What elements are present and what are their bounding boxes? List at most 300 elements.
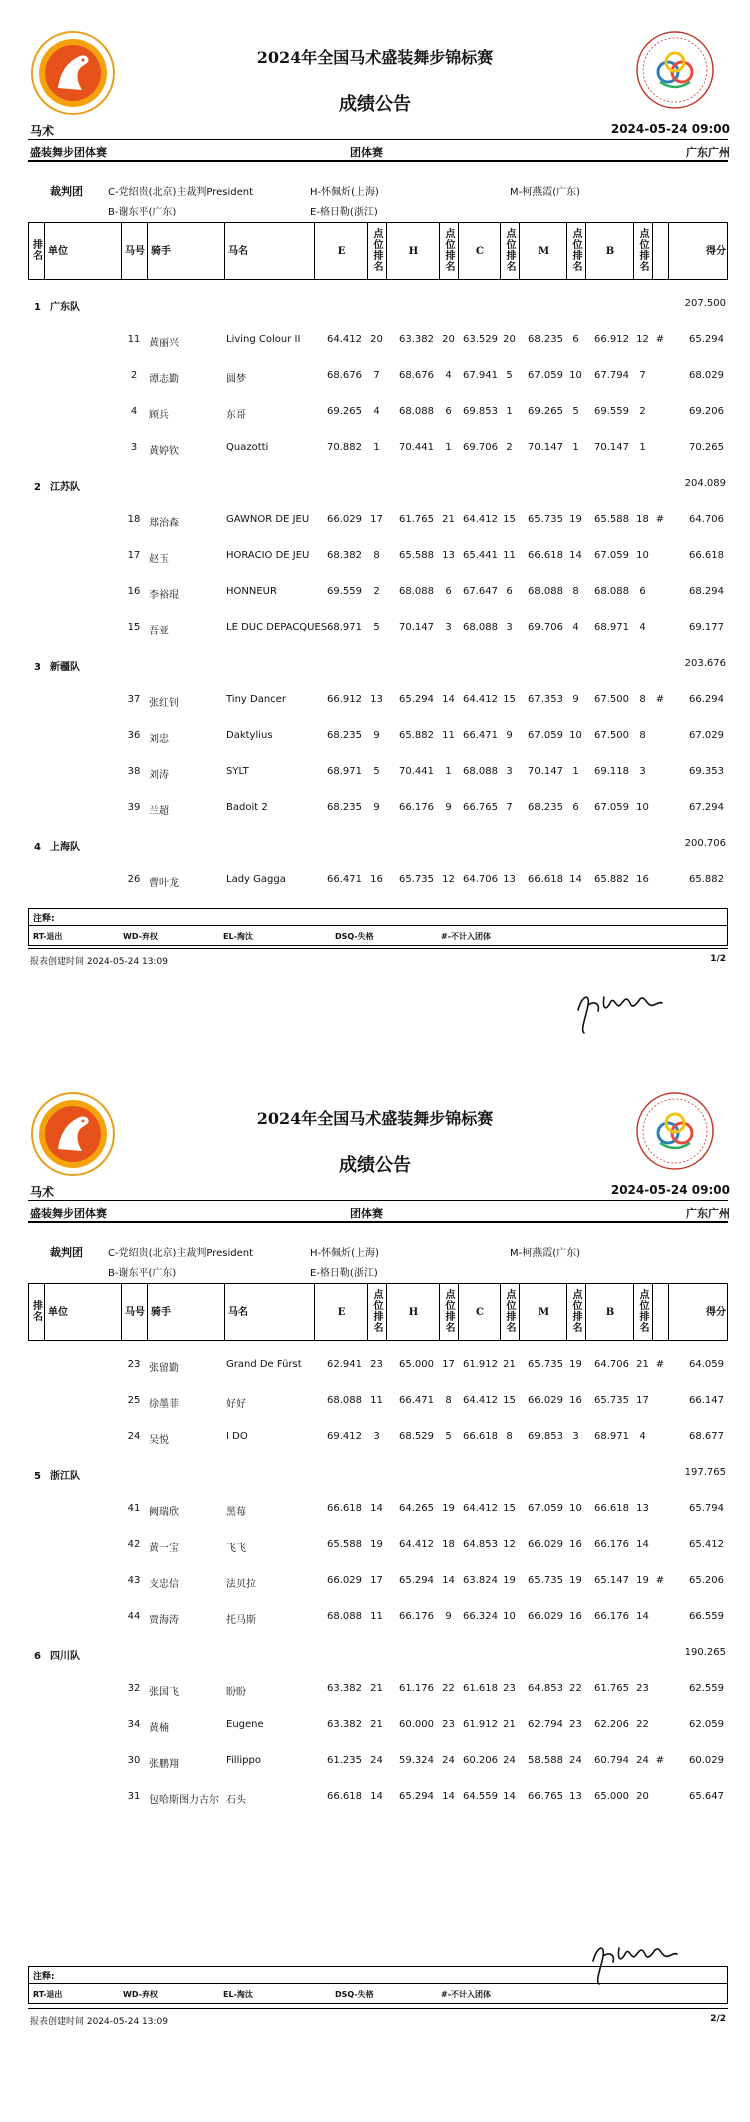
rider-row-mr: 1	[572, 442, 579, 453]
rider-row-br: 8	[639, 730, 646, 741]
rider-row-e: 66.618	[327, 1791, 362, 1802]
rider-row-no: 32	[127, 1683, 141, 1694]
rider-row-h: 65.294	[399, 1791, 434, 1802]
rider-row-cr: 8	[506, 1431, 513, 1442]
col-divider-hr	[439, 223, 440, 279]
col-divider-unit	[44, 1284, 45, 1340]
rider-row-mr: 19	[569, 514, 582, 525]
rider-row-no: 43	[127, 1575, 141, 1586]
rider-row-score: 66.294	[689, 694, 724, 705]
col-header-no: 马号	[125, 1306, 145, 1318]
rider-row-rider: 徐墨菲	[149, 1399, 179, 1410]
round-name: 团体赛	[350, 146, 383, 159]
rider-row-h: 65.000	[399, 1359, 434, 1370]
rider-row-m: 66.618	[528, 874, 563, 885]
rider-row-rider: 兰超	[149, 806, 169, 817]
rider-row-no: 38	[127, 766, 141, 777]
rider-row-m: 70.147	[528, 766, 563, 777]
page-number: 1/2	[710, 954, 726, 964]
rider-row-er: 8	[373, 550, 380, 561]
rider-row-m: 66.765	[528, 1791, 563, 1802]
rider-row-b: 62.206	[594, 1719, 629, 1730]
team-heading	[34, 838, 80, 853]
rider-row-score: 66.147	[689, 1395, 724, 1406]
rider-row-horse: 石头	[226, 1795, 246, 1806]
rider-row-b: 68.971	[594, 1431, 629, 1442]
rider-row-mr: 16	[569, 1395, 582, 1406]
rider-row-horse: 好好	[226, 1399, 246, 1410]
rider-row-score: 62.059	[689, 1719, 724, 1730]
rider-row-horse: 盼盼	[226, 1687, 246, 1698]
rider-row-br: 19	[636, 1575, 649, 1586]
note-hash: #-不计入团体	[441, 932, 492, 941]
team-rank: 2	[34, 482, 41, 493]
rider-row-no: 37	[127, 694, 141, 705]
rider-row-er: 17	[370, 1575, 383, 1586]
rider-row-e: 63.382	[327, 1683, 362, 1694]
rider-row-c: 64.412	[463, 1395, 498, 1406]
rider-row-hr: 9	[445, 1611, 452, 1622]
page-2	[0, 1061, 750, 2122]
rider-row-c: 68.088	[463, 766, 498, 777]
col-header-er: 点位排名	[373, 1290, 384, 1334]
report-subtitle: 成绩公告	[339, 1155, 411, 1176]
rider-row-cr: 9	[506, 730, 513, 741]
rider-row-e: 68.235	[327, 802, 362, 813]
col-header-cr: 点位排名	[506, 1290, 517, 1334]
rider-row-hr: 6	[445, 586, 452, 597]
col-divider-m	[519, 223, 520, 279]
rider-row-m: 67.059	[528, 370, 563, 381]
rider-row-er: 21	[370, 1683, 383, 1694]
rider-row-b: 60.794	[594, 1755, 629, 1766]
table-header	[28, 222, 728, 280]
rider-row-hr: 19	[442, 1503, 455, 1514]
rider-row-c: 63.529	[463, 334, 498, 345]
rider-row-br: 10	[636, 802, 649, 813]
rider-row-cr: 10	[503, 1611, 516, 1622]
rider-row-cr: 15	[503, 1395, 516, 1406]
rider-row-m: 58.588	[528, 1755, 563, 1766]
rider-row-flag: #	[655, 514, 665, 525]
team-heading	[34, 658, 80, 673]
rider-row-c: 60.206	[463, 1755, 498, 1766]
rider-row-score: 66.559	[689, 1611, 724, 1622]
page-number: 2/2	[710, 2014, 726, 2024]
rider-row-h: 68.088	[399, 586, 434, 597]
col-header-no: 马号	[125, 245, 145, 257]
rider-row-er: 7	[373, 370, 380, 381]
rider-row-horse: Quazotti	[226, 442, 269, 453]
rider-row-mr: 5	[572, 406, 579, 417]
rider-row-m: 65.735	[528, 1359, 563, 1370]
rider-row-br: 24	[636, 1755, 649, 1766]
rider-row-br: 14	[636, 1539, 649, 1550]
rider-row-flag: #	[655, 1755, 665, 1766]
venue-name: 广东广州	[686, 1207, 730, 1220]
team-total: 204.089	[684, 478, 726, 489]
rider-row-rider: 黄楠	[149, 1723, 169, 1734]
rider-row-b: 68.971	[594, 622, 629, 633]
col-header-unit: 单位	[48, 1306, 68, 1318]
rider-row-er: 14	[370, 1503, 383, 1514]
rider-row-score: 68.677	[689, 1431, 724, 1442]
rider-row-horse: 黑莓	[226, 1507, 246, 1518]
rider-row-m: 69.853	[528, 1431, 563, 1442]
rider-row-br: 17	[636, 1395, 649, 1406]
rider-row-cr: 12	[503, 1539, 516, 1550]
notes-box	[28, 908, 728, 946]
rider-row-horse: Tiny Dancer	[226, 694, 286, 705]
rider-row-h: 65.294	[399, 1575, 434, 1586]
rider-row-m: 69.706	[528, 622, 563, 633]
rider-row-rider: 张国飞	[149, 1687, 179, 1698]
rider-row-horse: Eugene	[226, 1719, 264, 1730]
rider-row-cr: 7	[506, 802, 513, 813]
rider-row-no: 25	[127, 1395, 141, 1406]
rider-row-score: 69.177	[689, 622, 724, 633]
rider-row-e: 66.029	[327, 514, 362, 525]
rider-row-c: 64.412	[463, 694, 498, 705]
rider-row-no: 15	[127, 622, 141, 633]
rider-row-b: 70.147	[594, 442, 629, 453]
report-title: 2024年全国马术盛装舞步锦标赛	[256, 48, 494, 67]
team-name: 新疆队	[50, 662, 80, 673]
rider-row-score: 65.294	[689, 334, 724, 345]
rider-row-c: 64.853	[463, 1539, 498, 1550]
rider-row-rider: 吾亚	[149, 626, 169, 637]
rider-row-m: 67.059	[528, 730, 563, 741]
report-datetime: 2024-05-24 09:00	[610, 1183, 730, 1197]
rider-row-b: 67.059	[594, 550, 629, 561]
col-divider-rider	[147, 1284, 148, 1340]
team-rank: 6	[34, 1651, 41, 1662]
rider-row-er: 16	[370, 874, 383, 885]
rider-row-hr: 17	[442, 1359, 455, 1370]
rider-row-br: 8	[639, 694, 646, 705]
rider-row-hr: 18	[442, 1539, 455, 1550]
rider-row-b: 67.500	[594, 694, 629, 705]
rider-row-er: 4	[373, 406, 380, 417]
rider-row-rider: 张红钊	[149, 698, 179, 709]
col-divider-m	[519, 1284, 520, 1340]
judges-title: 裁判团	[50, 185, 83, 198]
rider-row-b: 68.088	[594, 586, 629, 597]
rider-row-c: 63.824	[463, 1575, 498, 1586]
col-divider-h	[386, 223, 387, 279]
rider-row-rider: 顾兵	[149, 410, 169, 421]
col-header-cr: 点位排名	[506, 229, 517, 273]
col-header-mr: 点位排名	[572, 1290, 583, 1334]
rider-row-m: 65.735	[528, 514, 563, 525]
rider-row-hr: 6	[445, 406, 452, 417]
team-name: 广东队	[50, 302, 80, 313]
table-header	[28, 1283, 728, 1341]
rider-row-c: 67.941	[463, 370, 498, 381]
rider-row-br: 12	[636, 334, 649, 345]
col-divider-mr	[566, 1284, 567, 1340]
rider-row-c: 66.471	[463, 730, 498, 741]
rider-row-b: 66.618	[594, 1503, 629, 1514]
rider-row-m: 68.088	[528, 586, 563, 597]
rider-row-no: 34	[127, 1719, 141, 1730]
col-header-rank: 排名	[33, 240, 43, 262]
header-rule-1	[28, 1200, 728, 1201]
rider-row-rider: 曹叶龙	[149, 878, 179, 889]
rider-row-hr: 14	[442, 1575, 455, 1586]
rider-row-e: 70.882	[327, 442, 362, 453]
rider-row-m: 68.235	[528, 334, 563, 345]
note-dsq: DSQ-失格	[335, 932, 374, 941]
rider-row-b: 65.588	[594, 514, 629, 525]
notes-title: 注释:	[33, 1972, 55, 1982]
rider-row-mr: 24	[569, 1755, 582, 1766]
rider-row-m: 66.029	[528, 1611, 563, 1622]
judge-m: M-柯燕霞(广东)	[510, 1248, 581, 1259]
rider-row-m: 62.794	[528, 1719, 563, 1730]
rider-row-hr: 12	[442, 874, 455, 885]
rider-row-c: 67.647	[463, 586, 498, 597]
rider-row-h: 68.529	[399, 1431, 434, 1442]
col-divider-mr	[566, 223, 567, 279]
rider-row-b: 66.912	[594, 334, 629, 345]
rider-row-horse: Daktylius	[226, 730, 273, 741]
rider-row-h: 60.000	[399, 1719, 434, 1730]
rider-row-e: 68.088	[327, 1395, 362, 1406]
rider-row-er: 2	[373, 586, 380, 597]
col-divider-cr	[500, 223, 501, 279]
rider-row-rider: 李裕琨	[149, 590, 179, 601]
notes-title: 注释:	[33, 914, 55, 924]
rider-row-horse: I DO	[226, 1431, 248, 1442]
rider-row-c: 64.559	[463, 1791, 498, 1802]
rider-row-flag: #	[655, 334, 665, 345]
event-name: 盛装舞步团体赛	[30, 1207, 107, 1220]
rider-row-cr: 13	[503, 874, 516, 885]
rider-row-cr: 6	[506, 586, 513, 597]
rider-row-horse: HONNEUR	[226, 586, 277, 597]
col-header-e: E	[337, 1306, 346, 1318]
rider-row-mr: 6	[572, 334, 579, 345]
col-divider-e	[314, 223, 315, 279]
rider-row-er: 5	[373, 622, 380, 633]
rider-row-h: 66.176	[399, 802, 434, 813]
rider-row-horse: Lady Gagga	[226, 874, 286, 885]
rider-row-er: 21	[370, 1719, 383, 1730]
rider-row-hr: 1	[445, 766, 452, 777]
team-heading	[34, 1467, 80, 1482]
event-name: 盛装舞步团体赛	[30, 146, 107, 159]
rider-row-no: 36	[127, 730, 141, 741]
footer-rule	[28, 2008, 728, 2009]
rider-row-e: 68.235	[327, 730, 362, 741]
team-heading	[34, 1647, 80, 1662]
header-rule-2	[28, 1221, 728, 1223]
rider-row-score: 67.294	[689, 802, 724, 813]
rider-row-hr: 11	[442, 730, 455, 741]
rider-row-no: 30	[127, 1755, 141, 1766]
team-rank: 1	[34, 302, 41, 313]
rider-row-m: 66.618	[528, 550, 563, 561]
rider-row-rider: 包哈斯图力古尔	[149, 1795, 219, 1806]
col-header-er: 点位排名	[373, 229, 384, 273]
rider-row-m: 66.029	[528, 1395, 563, 1406]
rider-row-h: 65.735	[399, 874, 434, 885]
rider-row-c: 65.441	[463, 550, 498, 561]
rider-row-br: 7	[639, 370, 646, 381]
rider-row-hr: 9	[445, 802, 452, 813]
col-header-horse: 马名	[228, 245, 248, 257]
rider-row-mr: 10	[569, 730, 582, 741]
rider-row-no: 18	[127, 514, 141, 525]
report-title: 2024年全国马术盛装舞步锦标赛	[256, 1109, 494, 1128]
rider-row-mr: 13	[569, 1791, 582, 1802]
rider-row-mr: 16	[569, 1611, 582, 1622]
rider-row-br: 10	[636, 550, 649, 561]
round-name: 团体赛	[350, 1207, 383, 1220]
rider-row-rider: 张鹏翔	[149, 1759, 179, 1770]
rider-row-mr: 6	[572, 802, 579, 813]
rider-row-e: 68.382	[327, 550, 362, 561]
rider-row-cr: 15	[503, 1503, 516, 1514]
rider-row-horse: HORACIO DE JEU	[226, 550, 310, 561]
rider-row-horse: 法贝拉	[226, 1579, 256, 1590]
col-header-c: C	[476, 1306, 484, 1318]
note-rt: RT-退出	[33, 1990, 63, 1999]
rider-row-e: 66.029	[327, 1575, 362, 1586]
rider-row-mr: 3	[572, 1431, 579, 1442]
col-header-rank: 排名	[33, 1301, 43, 1323]
rider-row-h: 70.147	[399, 622, 434, 633]
rider-row-e: 68.971	[327, 766, 362, 777]
rider-row-e: 66.618	[327, 1503, 362, 1514]
rider-row-rider: 阙瑞欣	[149, 1507, 179, 1518]
rider-row-m: 65.735	[528, 1575, 563, 1586]
rider-row-horse: Living Colour II	[226, 334, 301, 345]
note-wd: WD-弃权	[123, 1990, 158, 1999]
rider-row-mr: 9	[572, 694, 579, 705]
rider-row-rider: 张留勤	[149, 1363, 179, 1374]
note-dsq: DSQ-失格	[335, 1990, 374, 1999]
rider-row-er: 20	[370, 334, 383, 345]
rider-row-no: 31	[127, 1791, 141, 1802]
rider-row-mr: 10	[569, 370, 582, 381]
col-header-score: 得分	[706, 1306, 726, 1318]
rider-row-br: 13	[636, 1503, 649, 1514]
rider-row-mr: 19	[569, 1359, 582, 1370]
rider-row-score: 67.029	[689, 730, 724, 741]
rider-row-b: 67.794	[594, 370, 629, 381]
col-header-h: H	[408, 1306, 419, 1318]
rider-row-er: 9	[373, 802, 380, 813]
rider-row-c: 64.412	[463, 514, 498, 525]
rider-row-br: 6	[639, 586, 646, 597]
report-created-time: 报表创建时间 2024-05-24 13:09	[30, 957, 168, 967]
rider-row-br: 4	[639, 1431, 646, 1442]
rider-row-score: 60.029	[689, 1755, 724, 1766]
col-divider-no	[121, 1284, 122, 1340]
rider-row-c: 64.706	[463, 874, 498, 885]
header-rule-1	[28, 139, 728, 140]
rider-row-br: 20	[636, 1791, 649, 1802]
rider-row-br: 14	[636, 1611, 649, 1622]
col-header-rider: 骑手	[151, 1306, 171, 1318]
rider-row-horse: 东哥	[226, 410, 246, 421]
rider-row-hr: 14	[442, 694, 455, 705]
rider-row-rider: 黄婷钦	[149, 446, 179, 457]
rider-row-e: 68.088	[327, 1611, 362, 1622]
rider-row-er: 1	[373, 442, 380, 453]
rider-row-horse: 托马斯	[226, 1615, 256, 1626]
col-header-hr: 点位排名	[445, 1290, 456, 1334]
rider-row-e: 61.235	[327, 1755, 362, 1766]
col-divider-c	[458, 1284, 459, 1340]
rider-row-score: 69.353	[689, 766, 724, 777]
team-total: 203.676	[684, 658, 726, 669]
col-header-b: B	[605, 1306, 615, 1318]
col-header-unit: 单位	[48, 245, 68, 257]
rider-row-er: 14	[370, 1791, 383, 1802]
col-header-h: H	[408, 245, 419, 257]
rider-row-rider: 吴悦	[149, 1435, 169, 1446]
rider-row-c: 66.324	[463, 1611, 498, 1622]
rider-row-no: 4	[130, 406, 138, 417]
rider-row-h: 65.882	[399, 730, 434, 741]
judge-b: B-谢东平(广东)	[108, 207, 177, 218]
sport-label: 马术	[30, 124, 55, 138]
rider-row-rider: 刘忠	[149, 734, 169, 745]
judge-h: H-怀佩炘(上海)	[310, 1248, 379, 1259]
rider-row-h: 66.471	[399, 1395, 434, 1406]
rider-row-cr: 23	[503, 1683, 516, 1694]
rider-row-c: 66.618	[463, 1431, 498, 1442]
col-divider-no	[121, 223, 122, 279]
rider-row-b: 65.735	[594, 1395, 629, 1406]
col-header-br: 点位排名	[639, 1290, 650, 1334]
rider-row-mr: 14	[569, 550, 582, 561]
rider-row-score: 69.206	[689, 406, 724, 417]
rider-row-rider: 郑治森	[149, 518, 179, 529]
rider-row-hr: 5	[445, 1431, 452, 1442]
rider-row-cr: 15	[503, 694, 516, 705]
rider-row-no: 23	[127, 1359, 141, 1370]
rider-row-cr: 5	[506, 370, 513, 381]
rider-row-b: 67.500	[594, 730, 629, 741]
rider-row-no: 24	[127, 1431, 141, 1442]
rider-row-hr: 13	[442, 550, 455, 561]
rider-row-c: 64.412	[463, 1503, 498, 1514]
rider-row-e: 69.412	[327, 1431, 362, 1442]
col-header-b: B	[605, 245, 615, 257]
team-total: 197.765	[684, 1467, 726, 1478]
judge-h: H-怀佩炘(上海)	[310, 187, 379, 198]
rider-row-hr: 24	[442, 1755, 455, 1766]
rider-row-horse: LE DUC DEPACQUES	[226, 622, 328, 633]
rider-row-e: 65.588	[327, 1539, 362, 1550]
note-el: EL-淘汰	[223, 932, 253, 941]
col-divider-rider	[147, 223, 148, 279]
rider-row-e: 63.382	[327, 1719, 362, 1730]
signature	[585, 1926, 685, 1986]
rider-row-no: 42	[127, 1539, 141, 1550]
notes-divider	[29, 925, 727, 926]
rider-row-er: 5	[373, 766, 380, 777]
rider-row-m: 67.353	[528, 694, 563, 705]
rider-row-b: 67.059	[594, 802, 629, 813]
rider-row-mr: 8	[572, 586, 579, 597]
team-total: 190.265	[684, 1647, 726, 1658]
team-name: 浙江队	[50, 1471, 80, 1482]
